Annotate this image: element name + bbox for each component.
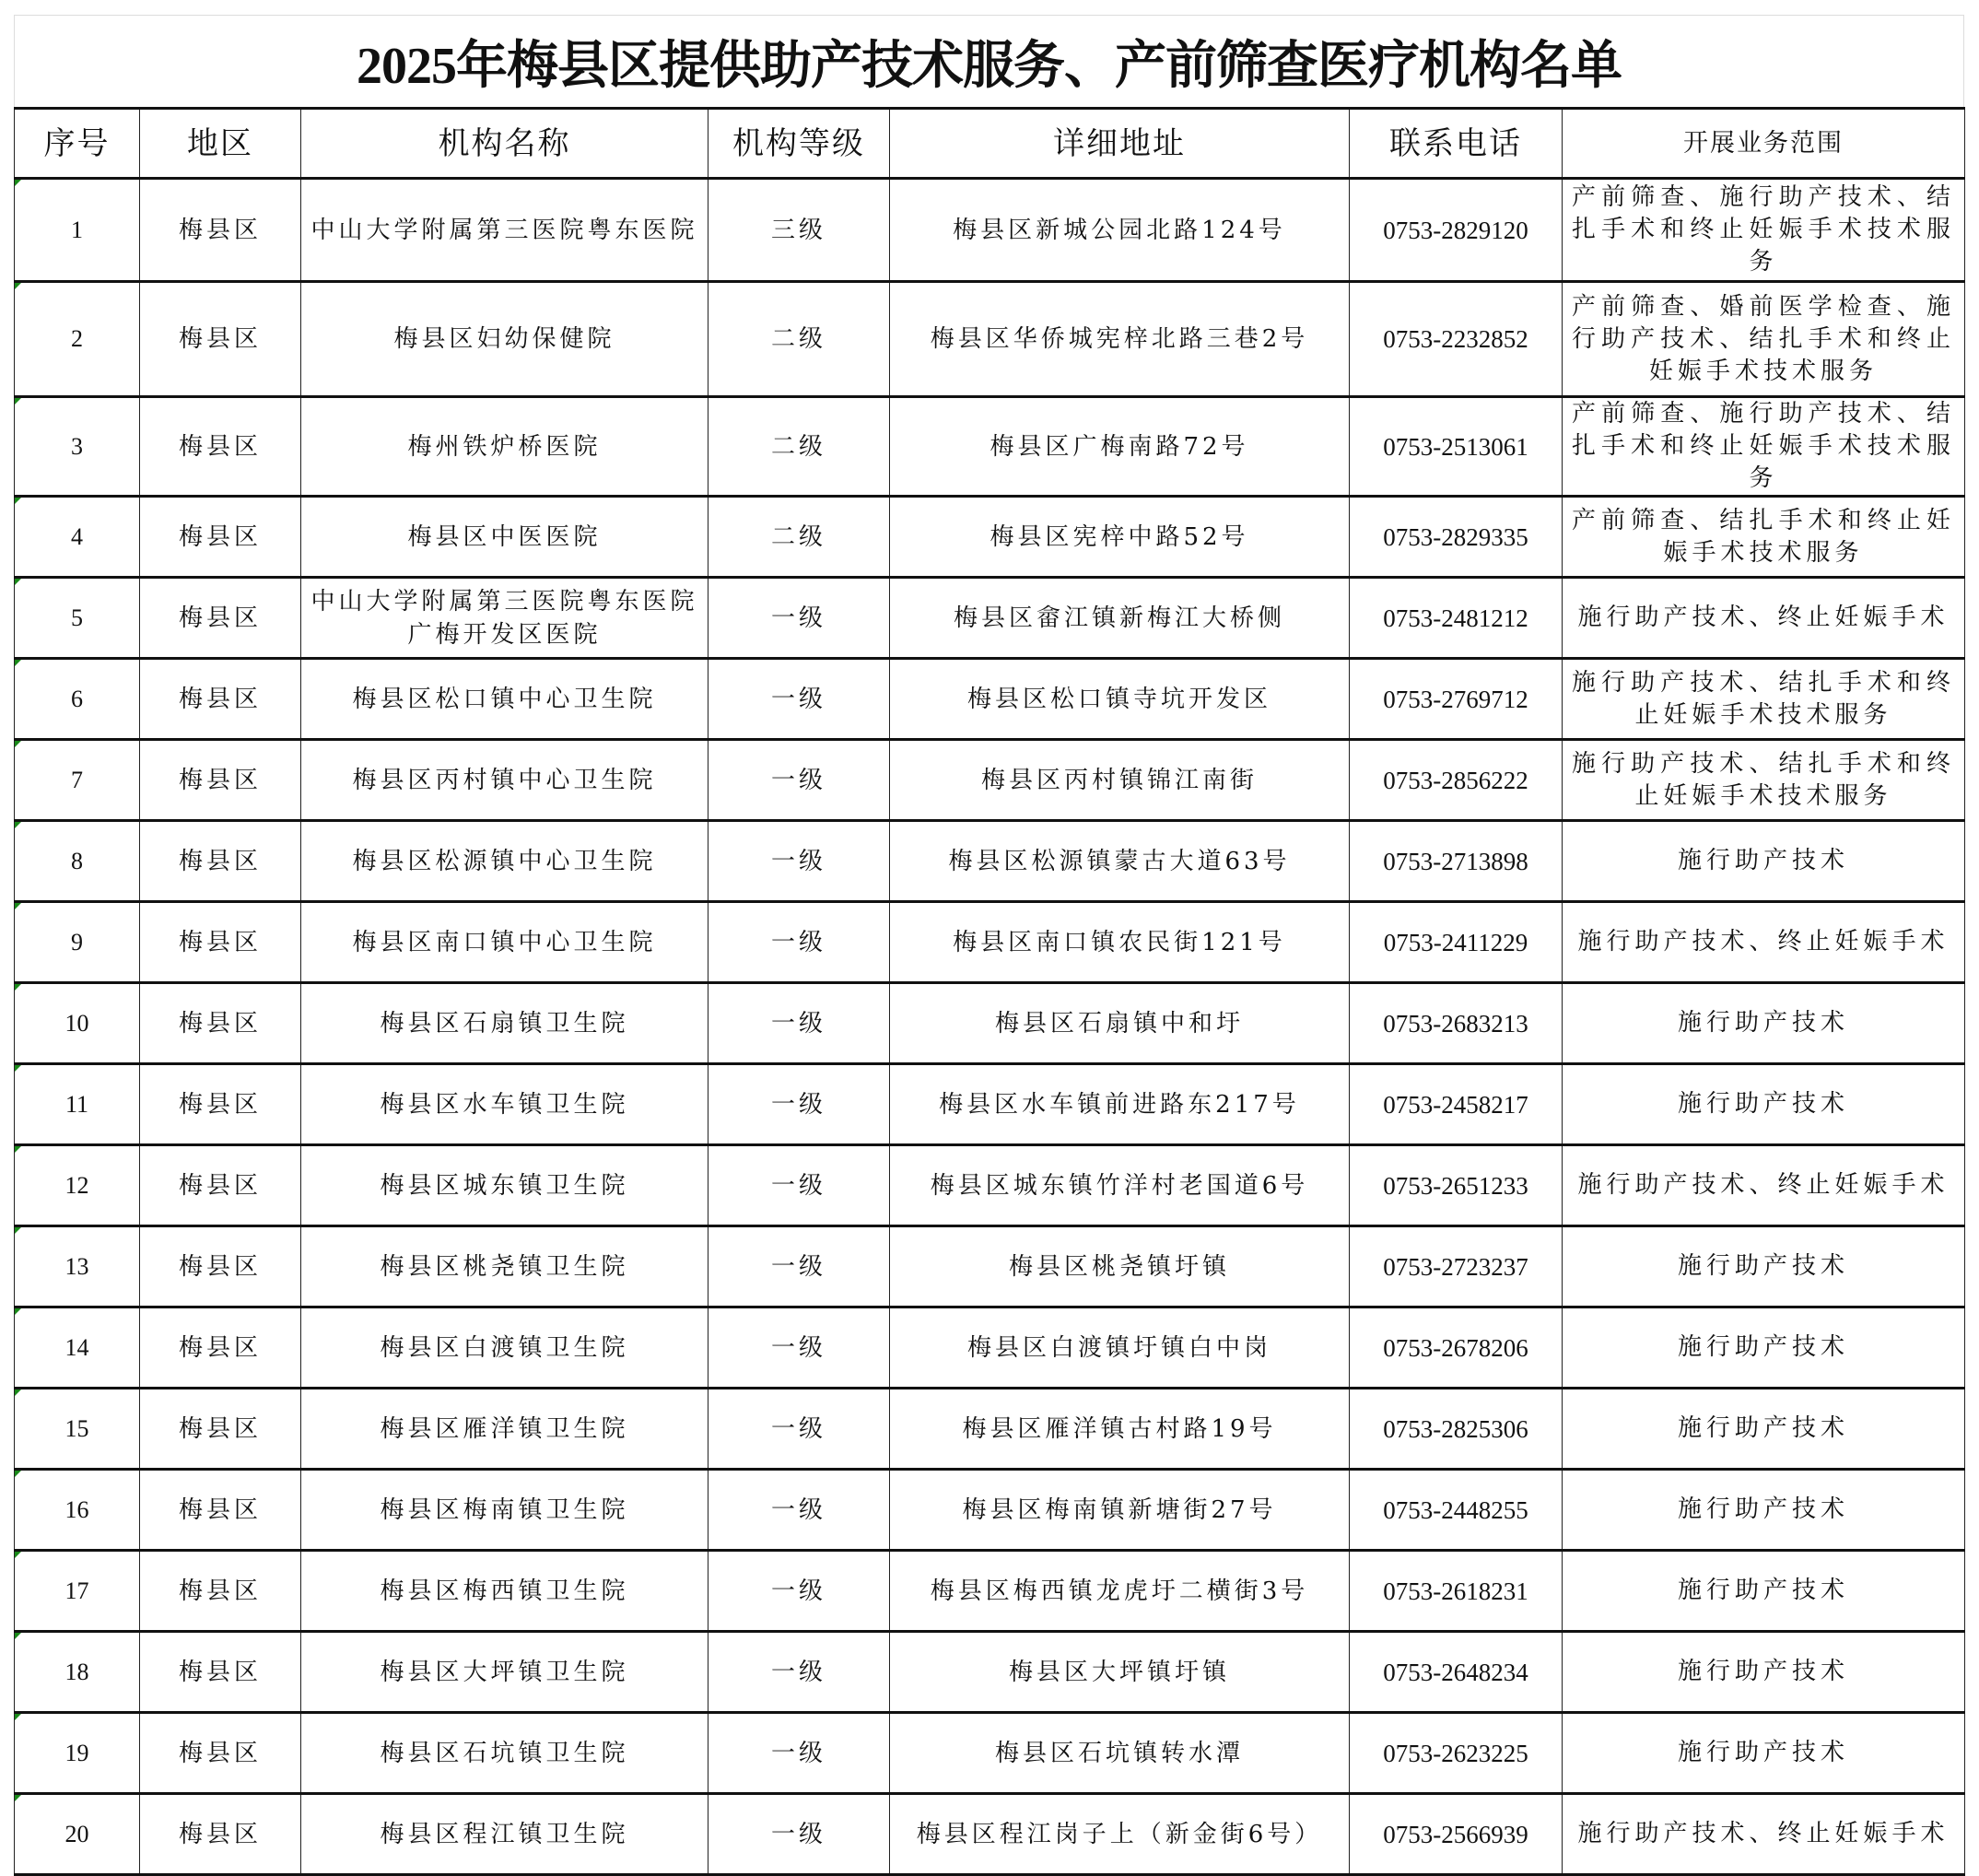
row-number[interactable]: 3	[15, 397, 140, 497]
table-row	[15, 1226, 1965, 1307]
table-row	[15, 1470, 1965, 1551]
scope-cell[interactable]: 产前筛查、施行助产技术、结扎手术和终止妊娠手术技术服务	[1563, 179, 1965, 282]
level-cell[interactable]: 二级	[708, 497, 890, 578]
phone-cell[interactable]: 0753-2458217	[1350, 1064, 1563, 1145]
phone-cell[interactable]: 0753-2829120	[1350, 179, 1563, 282]
address-cell[interactable]: 梅县区桃尧镇圩镇	[890, 1226, 1350, 1307]
phone-cell[interactable]: 0753-2723237	[1350, 1226, 1563, 1307]
area-cell[interactable]: 梅县区	[140, 397, 301, 497]
header-scope: 开展业务范围	[1563, 109, 1965, 179]
row-number[interactable]: 19	[15, 1713, 140, 1794]
area-cell[interactable]: 梅县区	[140, 1064, 301, 1145]
scope-cell[interactable]: 产前筛查、施行助产技术、结扎手术和终止妊娠手术技术服务	[1563, 397, 1965, 497]
table-row	[15, 1713, 1965, 1794]
phone-cell[interactable]: 0753-2566939	[1350, 1794, 1563, 1875]
header-name: 机构名称	[301, 109, 708, 179]
institution-name[interactable]: 梅县区城东镇卫生院	[301, 1145, 708, 1226]
phone-cell[interactable]: 0753-2829335	[1350, 497, 1563, 578]
scope-cell[interactable]: 施行助产技术、结扎手术和终止妊娠手术技术服务	[1563, 659, 1965, 740]
level-cell[interactable]: 一级	[708, 821, 890, 902]
table-row	[15, 659, 1965, 740]
spreadsheet	[14, 15, 1964, 1876]
institution-name[interactable]: 梅县区石扇镇卫生院	[301, 983, 708, 1064]
area-cell[interactable]: 梅县区	[140, 1307, 301, 1389]
address-cell[interactable]: 梅县区梅南镇新塘街27号	[890, 1470, 1350, 1551]
level-cell[interactable]: 一级	[708, 1551, 890, 1632]
header-area: 地区	[140, 109, 301, 179]
address-cell[interactable]: 梅县区梅西镇龙虎圩二横街3号	[890, 1551, 1350, 1632]
institution-table	[14, 107, 1965, 1876]
row-number[interactable]: 20	[15, 1794, 140, 1875]
row-number[interactable]: 10	[15, 983, 140, 1064]
area-cell[interactable]: 梅县区	[140, 179, 301, 282]
address-cell[interactable]: 梅县区城东镇竹洋村老国道6号	[890, 1145, 1350, 1226]
level-cell[interactable]: 一级	[708, 1470, 890, 1551]
level-cell[interactable]: 一级	[708, 740, 890, 821]
area-cell[interactable]: 梅县区	[140, 282, 301, 397]
address-cell[interactable]: 梅县区松源镇蒙古大道63号	[890, 821, 1350, 902]
institution-name[interactable]: 梅县区南口镇中心卫生院	[301, 902, 708, 983]
scope-cell[interactable]: 施行助产技术	[1563, 1551, 1965, 1632]
row-number[interactable]: 7	[15, 740, 140, 821]
scope-cell[interactable]: 施行助产技术	[1563, 1064, 1965, 1145]
scope-cell[interactable]: 施行助产技术、终止妊娠手术	[1563, 1145, 1965, 1226]
table-row	[15, 1307, 1965, 1389]
row-number[interactable]: 17	[15, 1551, 140, 1632]
area-cell[interactable]: 梅县区	[140, 1551, 301, 1632]
row-number[interactable]: 1	[15, 179, 140, 282]
level-cell[interactable]: 一级	[708, 1064, 890, 1145]
address-cell[interactable]: 梅县区华侨城宪梓北路三巷2号	[890, 282, 1350, 397]
area-cell[interactable]: 梅县区	[140, 902, 301, 983]
area-cell[interactable]: 梅县区	[140, 497, 301, 578]
phone-cell[interactable]: 0753-2232852	[1350, 282, 1563, 397]
address-cell[interactable]: 梅县区南口镇农民街121号	[890, 902, 1350, 983]
institution-name[interactable]: 梅州铁炉桥医院	[301, 397, 708, 497]
phone-cell[interactable]: 0753-2618231	[1350, 1551, 1563, 1632]
row-number[interactable]: 12	[15, 1145, 140, 1226]
row-number[interactable]: 9	[15, 902, 140, 983]
phone-cell[interactable]: 0753-2825306	[1350, 1389, 1563, 1470]
row-number[interactable]: 2	[15, 282, 140, 397]
scope-cell[interactable]: 施行助产技术、终止妊娠手术	[1563, 1794, 1965, 1875]
area-cell[interactable]: 梅县区	[140, 1226, 301, 1307]
level-cell[interactable]: 一级	[708, 1226, 890, 1307]
header-no: 序号	[15, 109, 140, 179]
address-cell[interactable]: 梅县区雁洋镇古村路19号	[890, 1389, 1350, 1470]
institution-name[interactable]: 梅县区丙村镇中心卫生院	[301, 740, 708, 821]
level-cell[interactable]: 一级	[708, 983, 890, 1064]
table-row	[15, 578, 1965, 659]
level-cell[interactable]: 一级	[708, 1713, 890, 1794]
phone-cell[interactable]: 0753-2623225	[1350, 1713, 1563, 1794]
institution-name[interactable]: 梅县区桃尧镇卫生院	[301, 1226, 708, 1307]
level-cell[interactable]: 一级	[708, 1307, 890, 1389]
table-row	[15, 1551, 1965, 1632]
institution-name[interactable]: 梅县区松源镇中心卫生院	[301, 821, 708, 902]
level-cell[interactable]: 二级	[708, 282, 890, 397]
table-row	[15, 821, 1965, 902]
phone-cell[interactable]: 0753-2448255	[1350, 1470, 1563, 1551]
scope-cell[interactable]: 施行助产技术	[1563, 821, 1965, 902]
level-cell[interactable]: 二级	[708, 397, 890, 497]
phone-cell[interactable]: 0753-2713898	[1350, 821, 1563, 902]
table-row	[15, 740, 1965, 821]
institution-name[interactable]: 梅县区梅南镇卫生院	[301, 1470, 708, 1551]
phone-cell[interactable]: 0753-2683213	[1350, 983, 1563, 1064]
phone-cell[interactable]: 0753-2648234	[1350, 1632, 1563, 1713]
phone-cell[interactable]: 0753-2651233	[1350, 1145, 1563, 1226]
institution-name[interactable]: 梅县区石坑镇卫生院	[301, 1713, 708, 1794]
level-cell[interactable]: 一级	[708, 578, 890, 659]
institution-name[interactable]: 梅县区松口镇中心卫生院	[301, 659, 708, 740]
scope-cell[interactable]: 施行助产技术	[1563, 1470, 1965, 1551]
area-cell[interactable]: 梅县区	[140, 740, 301, 821]
address-cell[interactable]: 梅县区广梅南路72号	[890, 397, 1350, 497]
level-cell[interactable]: 一级	[708, 1145, 890, 1226]
level-cell[interactable]: 一级	[708, 902, 890, 983]
header-level: 机构等级	[708, 109, 890, 179]
row-number[interactable]: 6	[15, 659, 140, 740]
table-row	[15, 1632, 1965, 1713]
row-number[interactable]: 11	[15, 1064, 140, 1145]
address-cell[interactable]: 梅县区畲江镇新梅江大桥侧	[890, 578, 1350, 659]
row-number[interactable]: 14	[15, 1307, 140, 1389]
scope-cell[interactable]: 产前筛查、婚前医学检查、施行助产技术、结扎手术和终止妊娠手术技术服务	[1563, 282, 1965, 397]
institution-name[interactable]: 中山大学附属第三医院粤东医院广梅开发区医院	[301, 578, 708, 659]
header-phone: 联系电话	[1350, 109, 1563, 179]
area-cell[interactable]: 梅县区	[140, 983, 301, 1064]
address-cell[interactable]: 梅县区石坑镇转水潭	[890, 1713, 1350, 1794]
table-row	[15, 179, 1965, 282]
address-cell[interactable]: 梅县区水车镇前进路东217号	[890, 1064, 1350, 1145]
address-cell[interactable]: 梅县区新城公园北路124号	[890, 179, 1350, 282]
address-cell[interactable]: 梅县区石扇镇中和圩	[890, 983, 1350, 1064]
scope-cell[interactable]: 施行助产技术	[1563, 1307, 1965, 1389]
level-cell[interactable]: 一级	[708, 1389, 890, 1470]
area-cell[interactable]: 梅县区	[140, 1632, 301, 1713]
address-cell[interactable]: 梅县区大坪镇圩镇	[890, 1632, 1350, 1713]
phone-cell[interactable]: 0753-2769712	[1350, 659, 1563, 740]
table-row	[15, 1064, 1965, 1145]
area-cell[interactable]: 梅县区	[140, 821, 301, 902]
table-row	[15, 497, 1965, 578]
address-cell[interactable]: 梅县区程江岗子上（新金街6号）	[890, 1794, 1350, 1875]
institution-name[interactable]: 梅县区白渡镇卫生院	[301, 1307, 708, 1389]
row-number[interactable]: 5	[15, 578, 140, 659]
header-row	[15, 109, 1965, 179]
address-cell[interactable]: 梅县区宪梓中路52号	[890, 497, 1350, 578]
level-cell[interactable]: 一级	[708, 1632, 890, 1713]
phone-cell[interactable]: 0753-2411229	[1350, 902, 1563, 983]
row-number[interactable]: 16	[15, 1470, 140, 1551]
scope-cell[interactable]: 施行助产技术	[1563, 1632, 1965, 1713]
table-row	[15, 1389, 1965, 1470]
institution-name[interactable]: 梅县区中医医院	[301, 497, 708, 578]
row-number[interactable]: 15	[15, 1389, 140, 1470]
institution-name[interactable]: 梅县区梅西镇卫生院	[301, 1551, 708, 1632]
institution-name[interactable]: 梅县区程江镇卫生院	[301, 1794, 708, 1875]
scope-cell[interactable]: 施行助产技术、终止妊娠手术	[1563, 578, 1965, 659]
area-cell[interactable]: 梅县区	[140, 1470, 301, 1551]
scope-cell[interactable]: 施行助产技术	[1563, 1226, 1965, 1307]
institution-name[interactable]: 中山大学附属第三医院粤东医院	[301, 179, 708, 282]
phone-cell[interactable]: 0753-2678206	[1350, 1307, 1563, 1389]
scope-cell[interactable]: 产前筛查、结扎手术和终止妊娠手术技术服务	[1563, 497, 1965, 578]
area-cell[interactable]: 梅县区	[140, 1713, 301, 1794]
table-row	[15, 1794, 1965, 1875]
address-cell[interactable]: 梅县区白渡镇圩镇白中岗	[890, 1307, 1350, 1389]
level-cell[interactable]: 一级	[708, 1794, 890, 1875]
institution-name[interactable]: 梅县区水车镇卫生院	[301, 1064, 708, 1145]
table-row	[15, 902, 1965, 983]
header-address: 详细地址	[890, 109, 1350, 179]
address-cell[interactable]: 梅县区丙村镇锦江南街	[890, 740, 1350, 821]
page-title: 2025年梅县区提供助产技术服务、产前筛查医疗机构名单	[14, 15, 1964, 107]
scope-cell[interactable]: 施行助产技术、结扎手术和终止妊娠手术技术服务	[1563, 740, 1965, 821]
area-cell[interactable]: 梅县区	[140, 659, 301, 740]
phone-cell[interactable]: 0753-2856222	[1350, 740, 1563, 821]
area-cell[interactable]: 梅县区	[140, 1794, 301, 1875]
area-cell[interactable]: 梅县区	[140, 1145, 301, 1226]
institution-name[interactable]: 梅县区大坪镇卫生院	[301, 1632, 708, 1713]
level-cell[interactable]: 三级	[708, 179, 890, 282]
row-number[interactable]: 18	[15, 1632, 140, 1713]
institution-name[interactable]: 梅县区雁洋镇卫生院	[301, 1389, 708, 1470]
level-cell[interactable]: 一级	[708, 659, 890, 740]
area-cell[interactable]: 梅县区	[140, 1389, 301, 1470]
scope-cell[interactable]: 施行助产技术、终止妊娠手术	[1563, 902, 1965, 983]
row-number[interactable]: 4	[15, 497, 140, 578]
row-number[interactable]: 8	[15, 821, 140, 902]
area-cell[interactable]: 梅县区	[140, 578, 301, 659]
table-row	[15, 983, 1965, 1064]
address-cell[interactable]: 梅县区松口镇寺坑开发区	[890, 659, 1350, 740]
table-row	[15, 282, 1965, 397]
phone-cell[interactable]: 0753-2481212	[1350, 578, 1563, 659]
row-number[interactable]: 13	[15, 1226, 140, 1307]
scope-cell[interactable]: 施行助产技术	[1563, 983, 1965, 1064]
phone-cell[interactable]: 0753-2513061	[1350, 397, 1563, 497]
scope-cell[interactable]: 施行助产技术	[1563, 1389, 1965, 1470]
institution-name[interactable]: 梅县区妇幼保健院	[301, 282, 708, 397]
table-row	[15, 1145, 1965, 1226]
table-row	[15, 397, 1965, 497]
scope-cell[interactable]: 施行助产技术	[1563, 1713, 1965, 1794]
